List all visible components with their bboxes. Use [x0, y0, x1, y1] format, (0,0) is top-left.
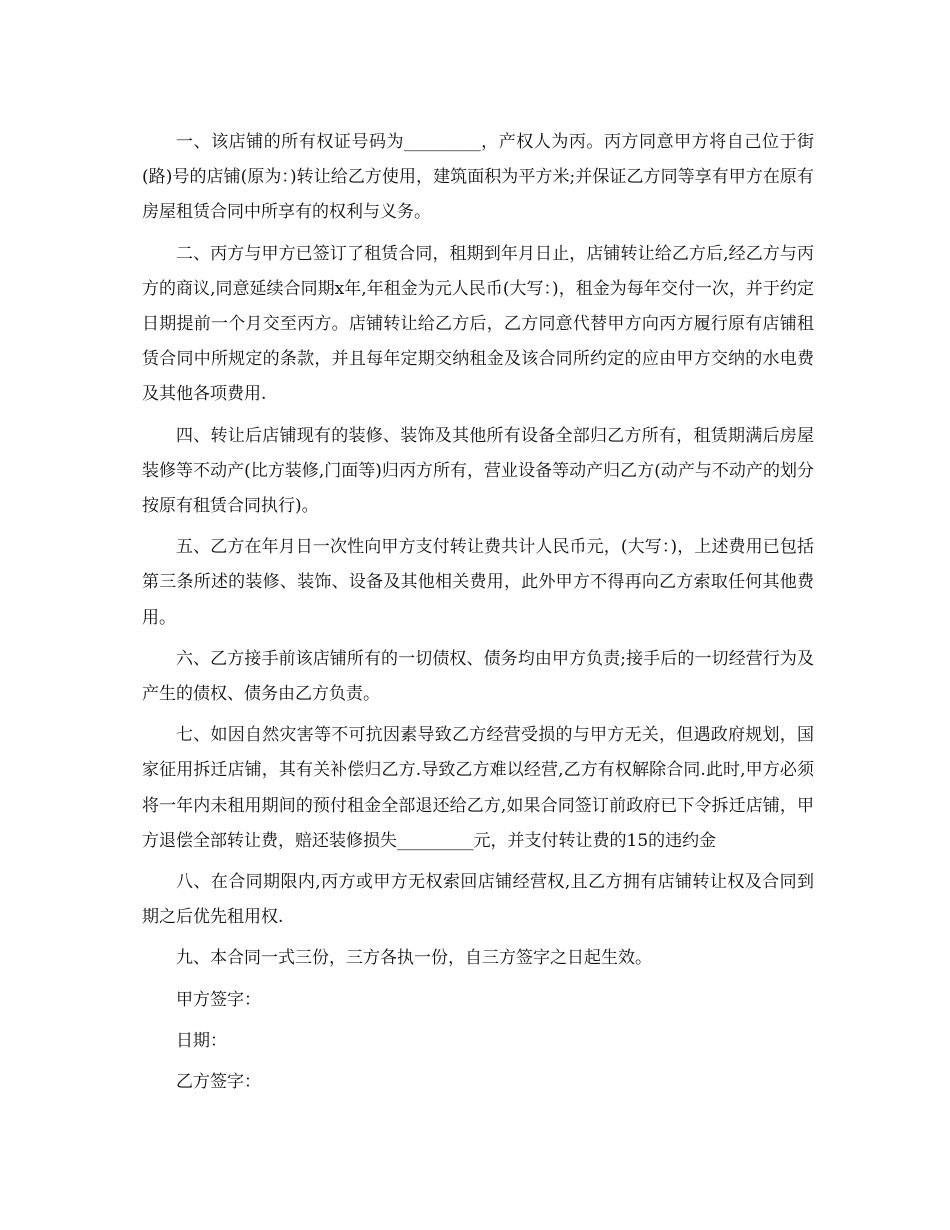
party-b-signature-label: 乙方签字：: [176, 1072, 261, 1093]
clause-4: 四、转让后店铺现有的装修、装饰及其他所有设备全部归乙方所有，租赁期满后房屋装修等不动产(比方装修,门面等)归丙方所有，营业设备等动产归乙方(动产与不动产的划分按原有租赁合同执行)。: [142, 425, 814, 517]
clause-9: 九、本合同一式三份，三方各执一份，自三方签字之日起生效。: [176, 948, 652, 969]
clause-5: 五、乙方在年月日一次性向甲方支付转让费共计人民币元，(大写：)，上述费用已包括第三条所述的装修、装饰、设备及其他相关费用，此外甲方不得再向乙方索取任何其他费用。: [142, 537, 814, 628]
clause-8: 八、在合同期限内,丙方或甲方无权索回店铺经营权,且乙方拥有店铺转让权及合同到期之后优先租用权.: [142, 872, 814, 928]
date-label: 日期：: [176, 1030, 227, 1051]
clause-6: 六、乙方接手前该店铺所有的一切债权、债务均由甲方负责;接手后的一切经营行为及产生的债权、债务由乙方负责。: [142, 648, 814, 705]
clause-2: 二、丙方与甲方已签订了租赁合同，租期到年月日止，店铺转让给乙方后,经乙方与丙方的商议,同意延续合同期x年,年租金为元人民币(大写：)，租金为每年交付一次，并于约定日期提前一个月交至丙方。店铺转让给乙方后，乙方同意代替甲方向丙方履行原有店铺租赁合同中所规定的条款，并且每年定期交纳租金及该合同所约定的应由甲方交纳的水电费及其他各项费用.: [142, 243, 814, 405]
party-a-signature-label: 甲方签字：: [176, 989, 261, 1010]
clause-1: 一、该店铺的所有权证号码为_________，产权人为丙。丙方同意甲方将自己位于街(路)号的店铺(原为：)转让给乙方使用，建筑面积为平方米;并保证乙方同等享有甲方在原有房屋租赁合同中所享有的权利与义务。: [142, 132, 814, 223]
contract-body: [142, 125, 814, 1106]
clause-7: 七、如因自然灾害等不可抗因素导致乙方经营受损的与甲方无关，但遇政府规划，国家征用拆迁店铺，其有关补偿归乙方.导致乙方难以经营,乙方有权解除合同.此时,甲方必须将一年内未租用期间的预付租金全部退还给乙方,如果合同签订前政府已下令拆迁店铺，甲方退偿全部转让费，赔还装修损失_________元，并支付转让费的15的违约金: [142, 725, 814, 851]
